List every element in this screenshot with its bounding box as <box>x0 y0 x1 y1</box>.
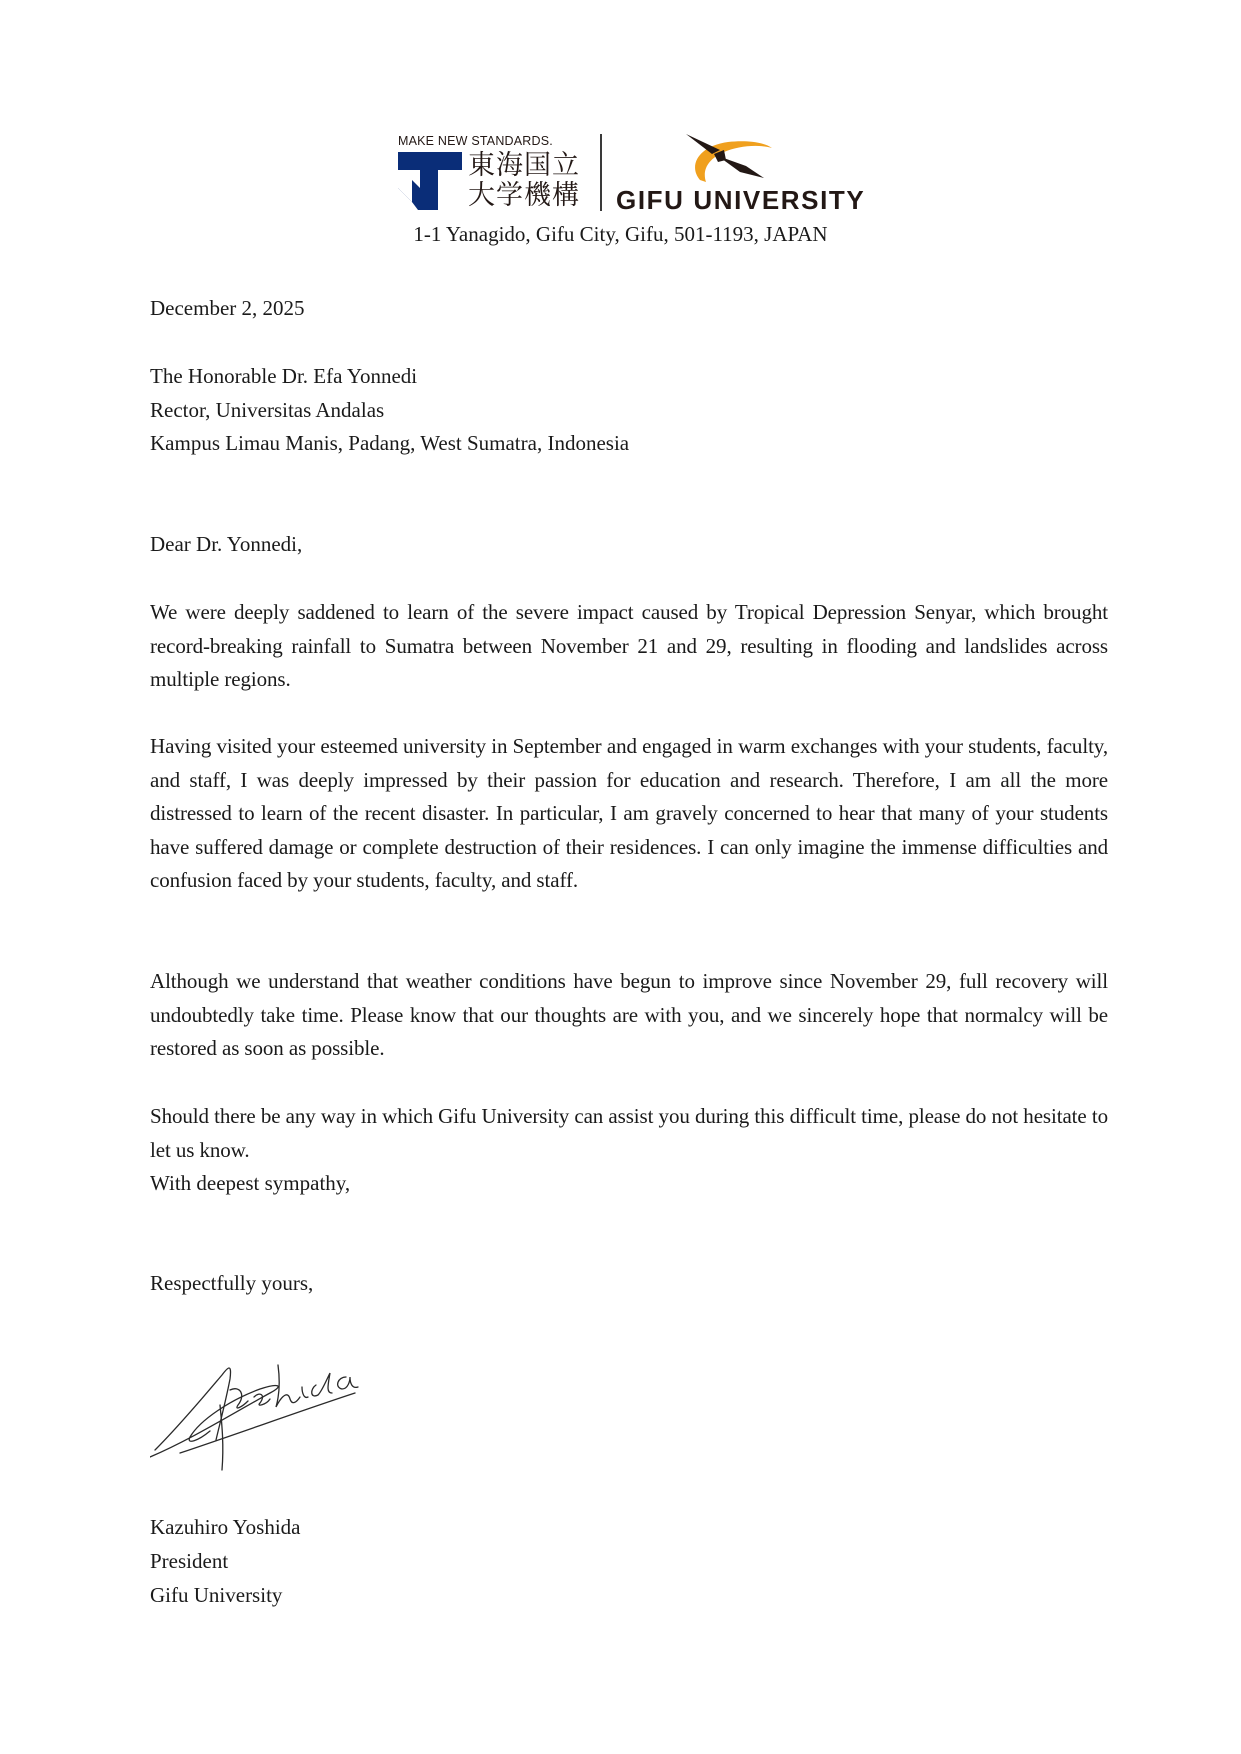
salutation: Dear Dr. Yonnedi, <box>150 532 303 556</box>
closing: Respectfully yours, <box>150 1271 314 1295</box>
recipient-name: The Honorable Dr. Efa Yonnedi <box>150 364 418 388</box>
signatory-organization: Gifu University <box>150 1583 283 1607</box>
gifu-university-emblem-icon <box>684 132 776 184</box>
university-name: GIFU UNIVERSITY <box>616 185 866 215</box>
signatory-name: Kazuhiro Yoshida <box>150 1515 301 1539</box>
signatory-title: President <box>150 1549 229 1573</box>
consortium-name-line2: 大学機構 <box>468 180 580 211</box>
university-address: 1-1 Yanagido, Gifu City, Gifu, 501-1193, JAPAN <box>413 222 828 246</box>
body-paragraph-2: Having visited your esteemed university in September and engaged in warm exchanges with your students, faculty, and staff, I was deeply impressed by their passion for education and research. Therefore, I am all the more distressed to learn of the recent disaster. In particular, I am gravely concerned to hear that many of your students have suffered damage or complete destruction of their residences. I can only imagine the immense difficulties and confusion faced by your students, faculty, and staff. <box>150 734 1108 892</box>
sympathy-line: With deepest sympathy, <box>150 1171 351 1195</box>
tokai-t-logo-icon <box>398 152 462 210</box>
letter-date: December 2, 2025 <box>150 296 305 320</box>
consortium-name-line1: 東海国立 <box>468 150 580 181</box>
body-paragraph-1: We were deeply saddened to learn of the severe impact caused by Tropical Depression Senyar, which brought record-breaking rainfall to Sumatra between November 21 and 29, resulting in flooding and landslides across multiple regions. <box>150 600 1108 691</box>
body-paragraph-3: Although we understand that weather conditions have begun to improve since November 29, full recovery will undoubtedly take time. Please know that our thoughts are with you, and we sincerely hope that normalcy will be restored as soon as possible. <box>150 969 1108 1060</box>
recipient-address: Kampus Limau Manis, Padang, West Sumatra, Indonesia <box>150 431 630 455</box>
handwritten-signature-icon <box>150 1345 385 1475</box>
tagline: MAKE NEW STANDARDS. <box>398 134 553 148</box>
body-paragraph-4: Should there be any way in which Gifu University can assist you during this difficult time, please do not hesitate to let us know. <box>150 1104 1108 1162</box>
recipient-title: Rector, Universitas Andalas <box>150 398 385 422</box>
logo-divider <box>600 134 602 211</box>
